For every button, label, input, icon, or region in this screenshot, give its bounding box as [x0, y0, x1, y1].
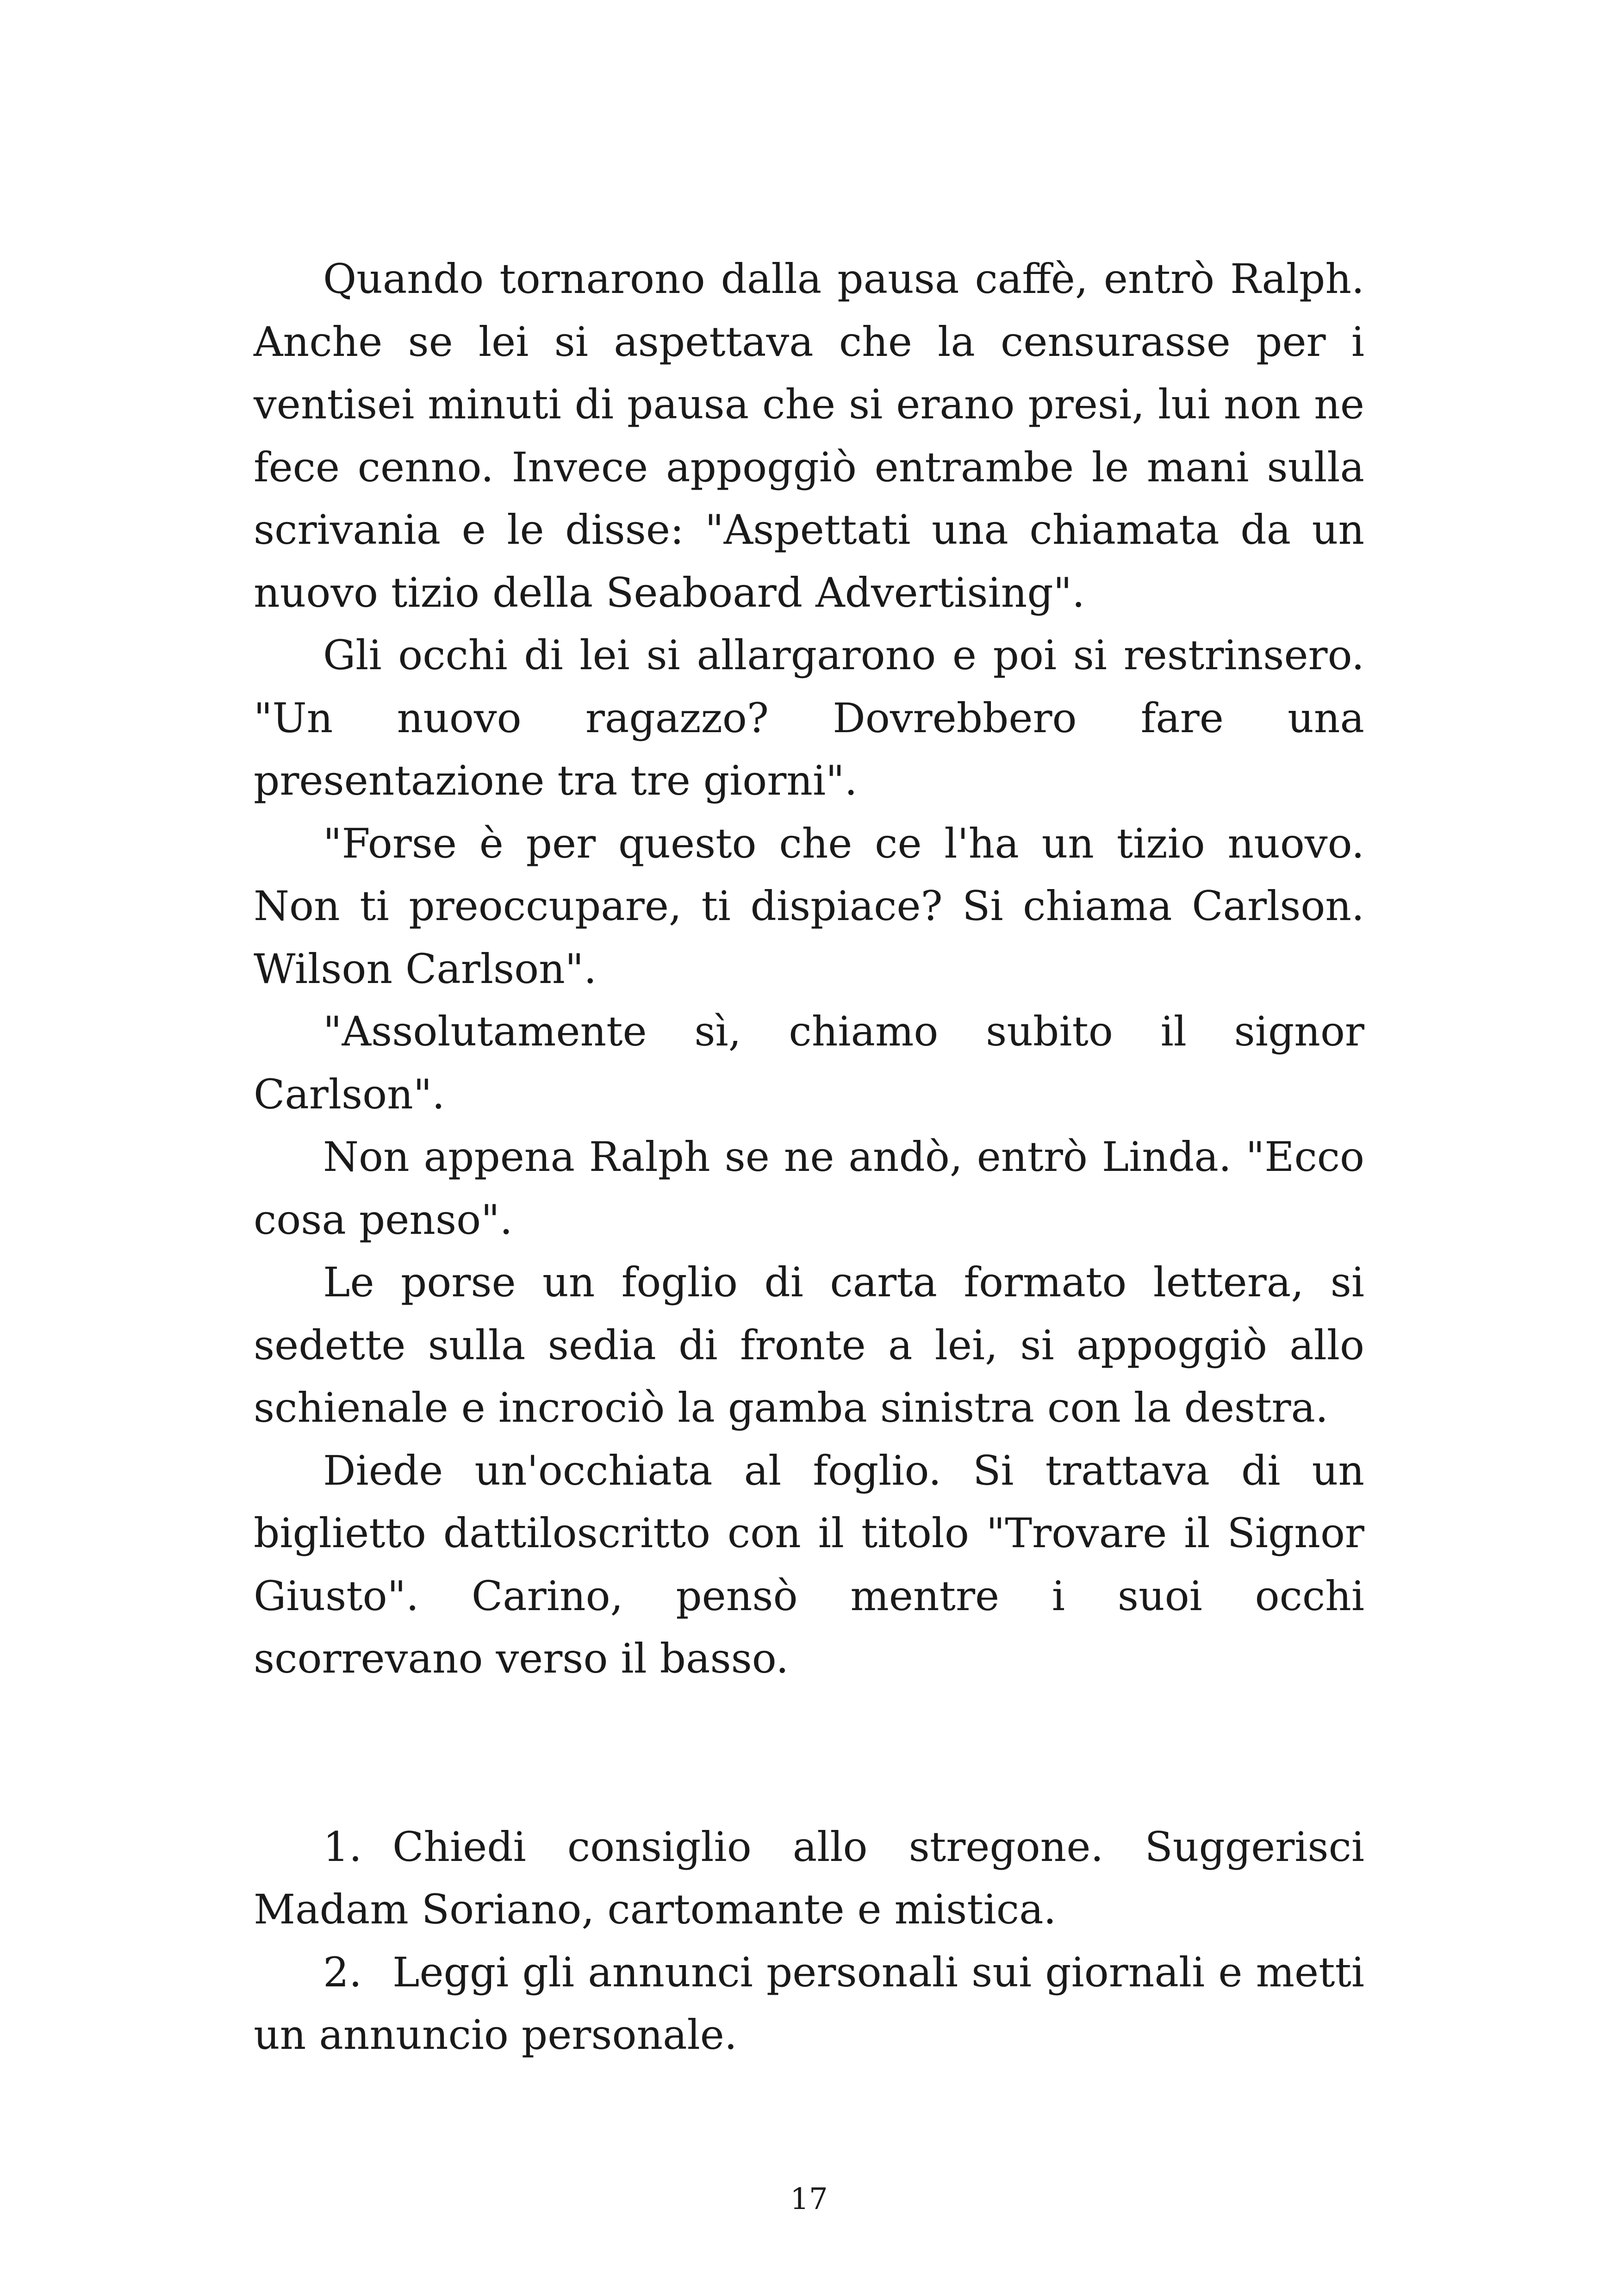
paragraph: Quando tornarono dalla pausa caffè, entrò Ralph. Anche se lei si aspettava che la censurasse per i ventisei minuti di pausa che si erano presi, lui non ne fece cenno. Invece appoggiò entrambe le mani sulla scrivania e le disse: "Aspettati una chiamata da un nuovo tizio della Seaboard Advertising".	[254, 255, 1364, 616]
page-number: 17	[790, 2182, 828, 2216]
paragraph: Diede un'occhiata al foglio. Si trattava di un biglietto dattiloscritto con il titolo "Trovare il Signor Giusto". Carino, pensò mentre i suoi occhi scorrevano verso il basso.	[254, 1446, 1364, 1682]
paragraph: Gli occhi di lei si allargarono e poi si restrinsero. "Un nuovo ragazzo? Dovrebbero fare una presentazione tra tre giorni".	[254, 631, 1364, 804]
list-item	[254, 1941, 1364, 2066]
list-text: Chiedi consiglio allo stregone. Suggerisci Madam Soriano, cartomante e mistica.	[254, 1823, 1364, 1933]
list-number: 1.	[323, 1823, 362, 1871]
blank-line	[254, 1690, 1364, 1816]
paragraph: "Forse è per questo che ce l'ha un tizio nuovo. Non ti preoccupare, ti dispiace? Si chiama Carlson. Wilson Carlson".	[254, 819, 1364, 993]
body-text	[254, 248, 1364, 2066]
paragraph: Non appena Ralph se ne andò, entrò Linda. "Ecco cosa penso".	[254, 1133, 1364, 1244]
list-number: 2.	[323, 1948, 362, 1996]
paragraph: Le porse un foglio di carta formato lettera, si sedette sulla sedia di fronte a lei, si appoggiò allo schienale e incrociò la gamba sinistra con la destra.	[254, 1258, 1364, 1431]
list-item	[254, 1816, 1364, 1941]
paragraph: "Assolutamente sì, chiamo subito il signor Carlson".	[254, 1008, 1364, 1118]
list-text: Leggi gli annunci personali sui giornali e metti un annuncio personale.	[254, 1948, 1364, 2059]
